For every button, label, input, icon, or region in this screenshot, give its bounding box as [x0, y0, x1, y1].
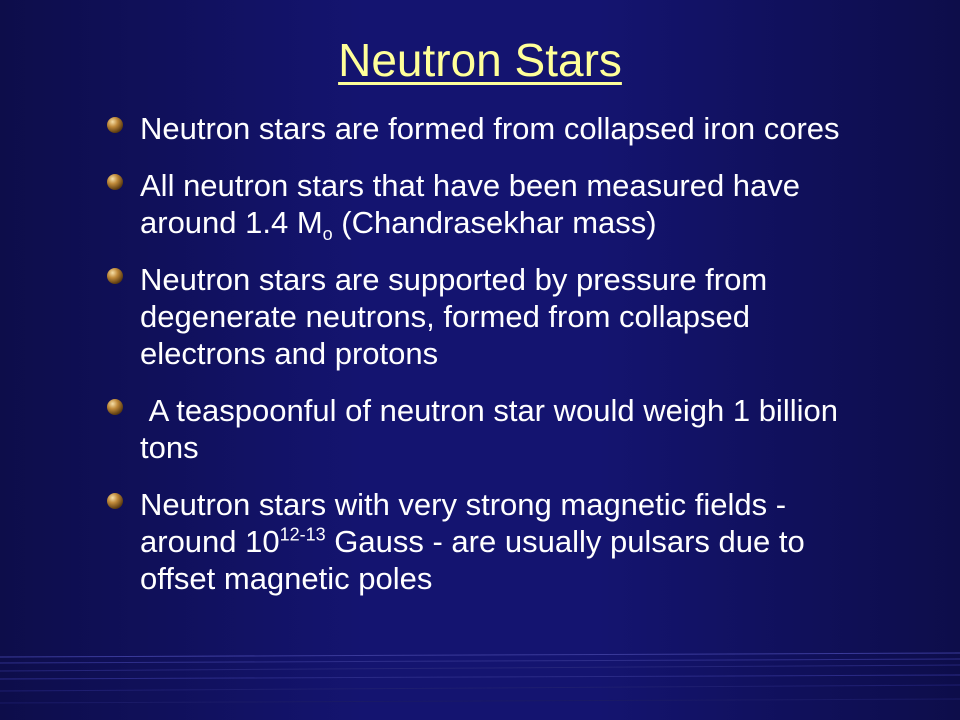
bullet-text-run: All neutron stars that have been measured have around 1.4 M: [140, 168, 801, 240]
bullet-item: [106, 261, 866, 372]
bullet-text: [140, 261, 866, 372]
bullet-text: [140, 486, 866, 597]
bullet-text-run: Neutron stars with very strong magnetic fields - around 10: [140, 487, 787, 559]
bronze-sphere-bullet-icon: [106, 398, 124, 416]
bullet-text-run: (Chandrasekhar mass): [332, 205, 657, 240]
bullet-item: [106, 486, 866, 597]
bullet-text-run: Neutron stars are formed from collapsed iron cores: [140, 111, 840, 146]
decorative-line-band: [0, 651, 960, 720]
exponent-superscript: 12-13: [279, 524, 326, 545]
slide-title: Neutron Stars: [338, 34, 622, 86]
bullet-text-run: A teaspoonful of neutron star would weigh 1 billion tons: [140, 393, 847, 465]
bronze-sphere-bullet-icon: [106, 492, 124, 510]
bronze-sphere-bullet-icon: [106, 173, 124, 191]
bullet-list: [106, 110, 866, 617]
bronze-sphere-bullet-icon: [106, 267, 124, 285]
bullet-text: [140, 167, 866, 245]
bullet-item: [106, 167, 866, 245]
bronze-sphere-bullet-icon: [106, 116, 124, 134]
bullet-text-run: Gauss - are usually pulsars due to offset magnetic poles: [140, 524, 805, 596]
bullet-text: [140, 110, 866, 147]
bullet-text-run: Neutron stars are supported by pressure from degenerate neutrons, formed from collapsed electrons and protons: [140, 262, 768, 371]
bullet-text: [140, 392, 866, 466]
bullet-item: [106, 392, 866, 466]
solar-mass-subscript: o: [322, 224, 333, 245]
bullet-item: [106, 110, 866, 147]
